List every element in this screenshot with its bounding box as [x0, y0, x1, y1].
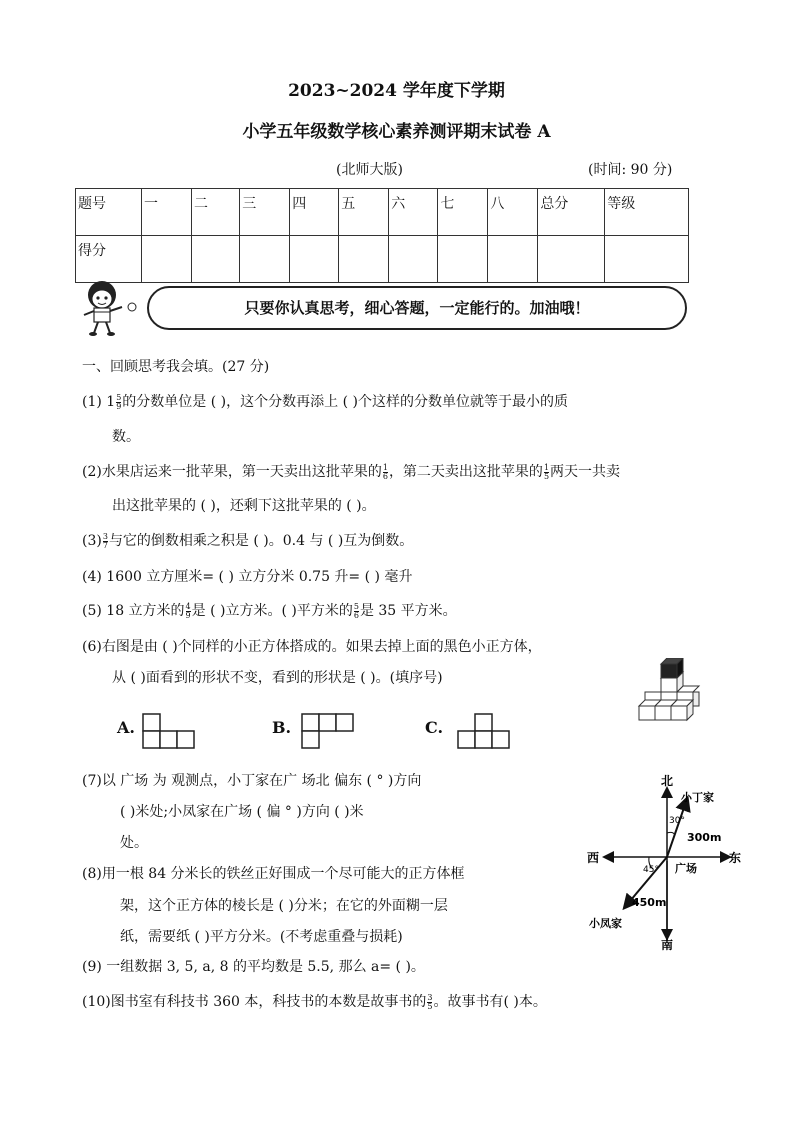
fraction-numerator: 1 — [382, 462, 388, 472]
fraction-numerator: 3 — [427, 992, 433, 1002]
question-3-fraction — [103, 533, 108, 550]
question-7-continued: ( )米处;小凤家在广场 ( 偏 ° )方向 ( )米 — [120, 804, 364, 820]
fraction-numerator: 5 — [116, 392, 122, 402]
option-c-label: C. — [425, 718, 444, 737]
question-5-fraction-2 — [354, 603, 359, 620]
question-2 — [82, 462, 620, 482]
score-table-header-cell: 题号 — [76, 189, 142, 236]
encouragement-bubble: 只要你认真思考，细心答题，一定能行的。加油哦！ — [147, 286, 687, 330]
question-2-part-a: (2)水果店运来一批苹果，第一天卖出这批苹果的 — [82, 464, 382, 480]
score-cell[interactable] — [339, 236, 389, 283]
exam-title: 小学五年级数学核心素养测评期末试卷 A — [242, 122, 551, 142]
option-b-shape — [300, 712, 356, 752]
score-cell[interactable] — [389, 236, 438, 283]
score-table-header-cell: 一 — [141, 189, 191, 236]
exam-year-heading: 2023~2024 学年度下学期 — [288, 81, 505, 101]
score-table-header-cell: 六 — [389, 189, 438, 236]
score-table-row-label: 得分 — [76, 236, 142, 283]
question-10-fraction — [427, 994, 432, 1011]
question-8: (8)用一根 84 分米长的铁丝正好围成一个尽可能大的正方体框 — [82, 866, 465, 882]
question-1 — [82, 392, 568, 412]
xiaoding-label: 小丁家 — [681, 791, 714, 804]
score-table-header-cell: 二 — [191, 189, 239, 236]
score-table — [75, 188, 689, 283]
question-5-fraction-1 — [186, 603, 191, 620]
question-5-part-c: 是 35 平方米。 — [359, 603, 457, 619]
question-8-continued: 架，这个正方体的棱长是 ( )分米；在它的外面糊一层 — [120, 898, 448, 914]
question-2-part-c: 两天一共卖 — [550, 464, 621, 480]
compass-diagram — [585, 773, 745, 951]
fraction-numerator: 5 — [353, 601, 359, 611]
score-cell[interactable] — [191, 236, 239, 283]
score-table-header-cell: 总分 — [538, 189, 605, 236]
fraction-denominator: 7 — [102, 540, 108, 550]
score-table-header-cell: 七 — [438, 189, 488, 236]
score-table-header-cell: 四 — [290, 189, 339, 236]
option-c-shape — [456, 712, 512, 752]
fraction-denominator: 9 — [185, 610, 191, 620]
west-label: 西 — [587, 851, 600, 865]
question-7-end: 处。 — [120, 835, 148, 851]
east-label: 东 — [729, 851, 742, 865]
question-1-continued: 数。 — [112, 429, 140, 445]
edition-label: (北师大版) — [336, 162, 403, 178]
question-2-fraction-2 — [544, 464, 549, 481]
question-7: (7)以 广场 为 观测点，小丁家在广 场北 偏东 ( ° )方向 — [82, 773, 422, 789]
question-10-part-b: 。故事书有( )本。 — [433, 994, 547, 1010]
question-8-end: 纸，需要纸 ( )平方分米。(不考虑重叠与损耗) — [120, 929, 403, 945]
option-a-shape — [141, 712, 197, 752]
question-1-part-a: (1) 1 — [82, 394, 116, 410]
xiaoding-direction-line — [667, 799, 687, 857]
south-label: 南 — [661, 938, 674, 951]
option-a-label: A. — [117, 718, 135, 737]
question-6: (6)右图是由 ( )个同样的小正方体搭成的。如果去掉上面的黑色小正方体， — [82, 639, 542, 655]
question-1-part-b: 的分数单位是 ( )，这个分数再添上 ( )个这样的分数单位就等于最小的质 — [122, 394, 568, 410]
score-cell[interactable] — [538, 236, 605, 283]
score-cell[interactable] — [141, 236, 191, 283]
score-cell[interactable] — [438, 236, 488, 283]
question-10-part-a: (10)图书室有科技书 360 本，科技书的本数是故事书的 — [82, 994, 427, 1010]
question-5 — [82, 601, 457, 621]
question-2-fraction-1 — [383, 464, 388, 481]
section-heading: 一、回顾思考我会填。(27 分) — [82, 359, 270, 375]
question-2-continued: 出这批苹果的 ( )，还剩下这批苹果的 ( )。 — [112, 498, 376, 514]
score-table-header-row — [76, 189, 689, 236]
cube-stack-figure — [635, 658, 709, 728]
distance-ne-label: 300m — [687, 831, 722, 844]
fraction-denominator: 6 — [353, 610, 359, 620]
question-6-continued: 从 ( )面看到的形状不变，看到的形状是 ( )。(填序号) — [112, 670, 443, 686]
score-cell[interactable] — [290, 236, 339, 283]
score-table-header-cell: 三 — [240, 189, 290, 236]
fraction-denominator: 9 — [116, 401, 122, 411]
option-b-label: B. — [272, 718, 292, 737]
question-5-part-b: 是 ( )立方米。( )平方米的 — [191, 603, 353, 619]
fraction-numerator: 4 — [185, 601, 191, 611]
question-3 — [82, 531, 413, 551]
fraction-numerator: 3 — [102, 531, 108, 541]
score-table-header-cell: 等级 — [605, 189, 689, 236]
score-table-score-row — [76, 236, 689, 283]
north-label: 北 — [661, 774, 674, 788]
xiaofeng-label: 小凤家 — [589, 917, 622, 930]
question-3-part-b: 与它的倒数相乘之积是 ( )。0.4 与 ( )互为倒数。 — [108, 533, 414, 549]
score-cell[interactable] — [488, 236, 538, 283]
distance-sw-label: 450m — [632, 896, 667, 909]
fraction-denominator: 5 — [543, 471, 550, 481]
question-10 — [82, 992, 547, 1012]
question-1-fraction — [116, 394, 121, 411]
plaza-label: 广场 — [675, 862, 697, 875]
fraction-denominator: 6 — [382, 471, 388, 481]
score-table-header-cell: 八 — [488, 189, 538, 236]
angle-west-label: 45° — [643, 865, 659, 875]
question-2-part-b: ，第二天卖出这批苹果的 — [388, 464, 543, 480]
score-cell[interactable] — [240, 236, 290, 283]
angle-north-label: 30° — [669, 816, 685, 826]
fraction-denominator: 5 — [427, 1001, 433, 1011]
question-9: (9) 一组数据 3, 5, a, 8 的平均数是 5.5, 那么 a= ( )。 — [82, 959, 425, 975]
question-4: (4) 1600 立方厘米= ( ) 立方分米 0.75 升= ( ) 毫升 — [82, 569, 413, 585]
question-3-part-a: (3) — [82, 533, 102, 549]
score-table-header-cell: 五 — [339, 189, 389, 236]
score-cell[interactable] — [605, 236, 689, 283]
time-limit-label: (时间: 90 分) — [588, 162, 673, 178]
cartoon-student-icon — [74, 277, 144, 337]
fraction-numerator: 1 — [543, 462, 550, 472]
question-5-part-a: (5) 18 立方米的 — [82, 603, 185, 619]
